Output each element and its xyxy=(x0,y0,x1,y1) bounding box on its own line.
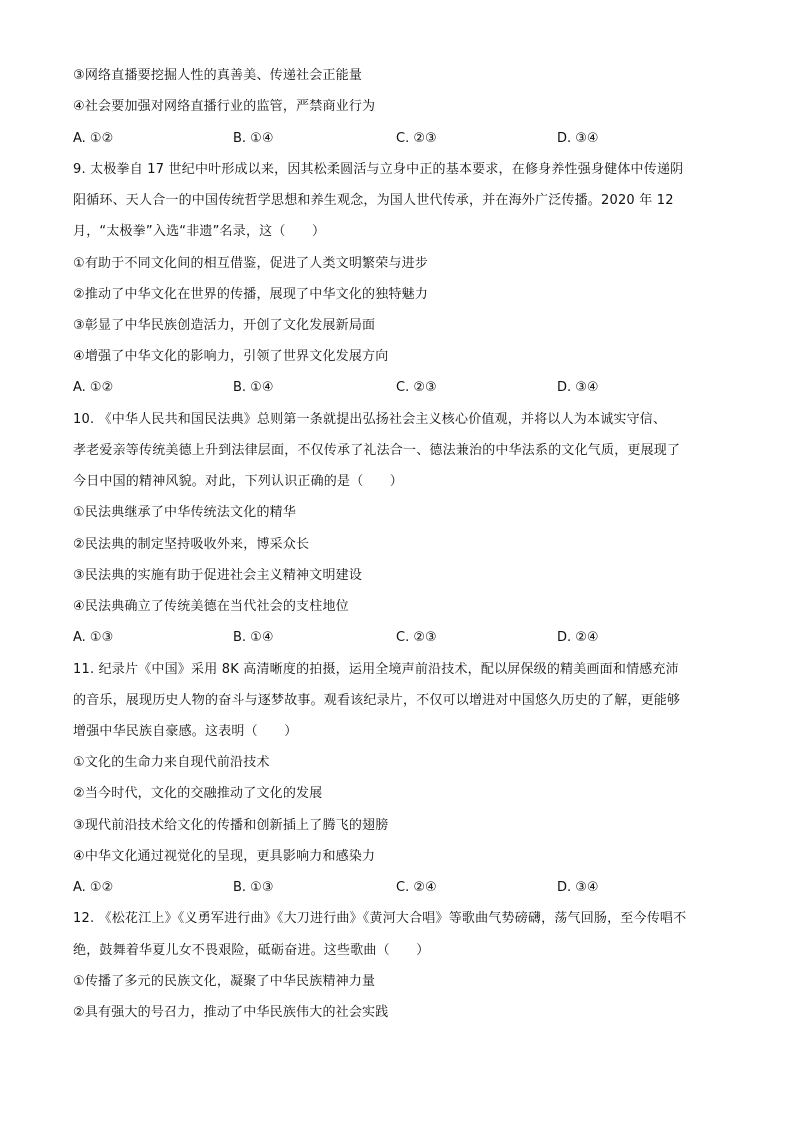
answer-item: ④社会要加强对网络直播行业的监管，严禁商业行为 xyxy=(73,99,376,114)
option-c: C. ②③ xyxy=(396,630,437,645)
answer-item: ②推动了中华文化在世界的传播，展现了中华文化的独特魅力 xyxy=(73,287,429,302)
question-stem: 绝，鼓舞着华夏儿女不畏艰险，砥砺奋进。这些歌曲（ ） xyxy=(73,943,430,958)
option-a: A. ①② xyxy=(73,131,114,146)
answer-item: ①民法典继承了中华传统法文化的精华 xyxy=(73,505,297,520)
option-d: D. ②④ xyxy=(557,630,599,645)
question-stem: 增强中华民族自豪感。这表明（ ） xyxy=(73,724,298,739)
question-stem: 9. 太极拳自 17 世纪中叶形成以来，因其松柔圆活与立身中正的基本要求，在修身养性强身健体中传递阴 xyxy=(73,162,684,177)
answer-item: ③民法典的实施有助于促进社会主义精神文明建设 xyxy=(73,568,363,583)
option-a: A. ①② xyxy=(73,880,114,895)
option-b: B. ①④ xyxy=(233,630,274,645)
option-a: A. ①③ xyxy=(73,630,114,645)
question-stem: 11. 纪录片《中国》采用 8K 高清晰度的拍摄，运用全境声前沿技术，配以屏保级的精美画面和情感充沛 xyxy=(73,662,679,677)
answer-item: ①传播了多元的民族文化，凝聚了中华民族精神力量 xyxy=(73,974,376,989)
answer-item: ③现代前沿技术给文化的传播和创新插上了腾飞的翅膀 xyxy=(73,818,389,833)
answer-item: ①文化的生命力来自现代前沿技术 xyxy=(73,755,270,770)
question-stem: 阳循环、天人合一的中国传统哲学思想和养生观念，为国人世代传承，并在海外广泛传播。2020 年 12 xyxy=(73,193,674,208)
answer-item: ②具有强大的号召力，推动了中华民族伟大的社会实践 xyxy=(73,1005,389,1020)
answer-item: ④增强了中华文化的影响力，引领了世界文化发展方向 xyxy=(73,349,389,364)
option-b: B. ①④ xyxy=(233,380,274,395)
answer-item: ④中华文化通过视觉化的呈现，更具影响力和感染力 xyxy=(73,849,376,864)
question-stem: 月，“太极拳”入选“非遗”名录，这（ ） xyxy=(73,224,326,239)
option-b: B. ①③ xyxy=(233,880,274,895)
option-c: C. ②③ xyxy=(396,380,437,395)
option-d: D. ③④ xyxy=(557,880,599,895)
option-b: B. ①④ xyxy=(233,131,274,146)
option-d: D. ③④ xyxy=(557,380,599,395)
option-c: C. ②④ xyxy=(396,880,437,895)
question-stem: 10. 《中华人民共和国民法典》总则第一条就提出弘扬社会主义核心价值观，并将以人为本诚实守信、 xyxy=(73,412,667,427)
option-a: A. ①② xyxy=(73,380,114,395)
option-c: C. ②③ xyxy=(396,131,437,146)
answer-item: ③彰显了中华民族创造活力，开创了文化发展新局面 xyxy=(73,318,376,333)
question-stem: 今日中国的精神风貌。对此，下列认识正确的是（ ） xyxy=(73,474,404,489)
question-stem: 的音乐，展现历史人物的奋斗与逐梦故事。观看该纪录片，不仅可以增进对中国悠久历史的了解，更能够 xyxy=(73,693,681,708)
question-stem: 孝老爱亲等传统美德上升到法律层面，不仅传承了礼法合一、德法兼治的中华法系的文化气质，更展现了 xyxy=(73,443,681,458)
answer-item: ③网络直播要挖掘人性的真善美、传递社会正能量 xyxy=(73,68,363,83)
answer-item: ④民法典确立了传统美德在当代社会的支柱地位 xyxy=(73,599,349,614)
option-d: D. ③④ xyxy=(557,131,599,146)
answer-item: ①有助于不同文化间的相互借鉴，促进了人类文明繁荣与进步 xyxy=(73,256,429,271)
question-stem: 12. 《松花江上》《义勇军进行曲》《大刀进行曲》《黄河大合唱》等歌曲气势磅礴，荡气回肠，至今传唱不 xyxy=(73,911,687,926)
answer-item: ②当今时代，文化的交融推动了文化的发展 xyxy=(73,786,323,801)
answer-item: ②民法典的制定坚持吸收外来，博采众长 xyxy=(73,537,310,552)
